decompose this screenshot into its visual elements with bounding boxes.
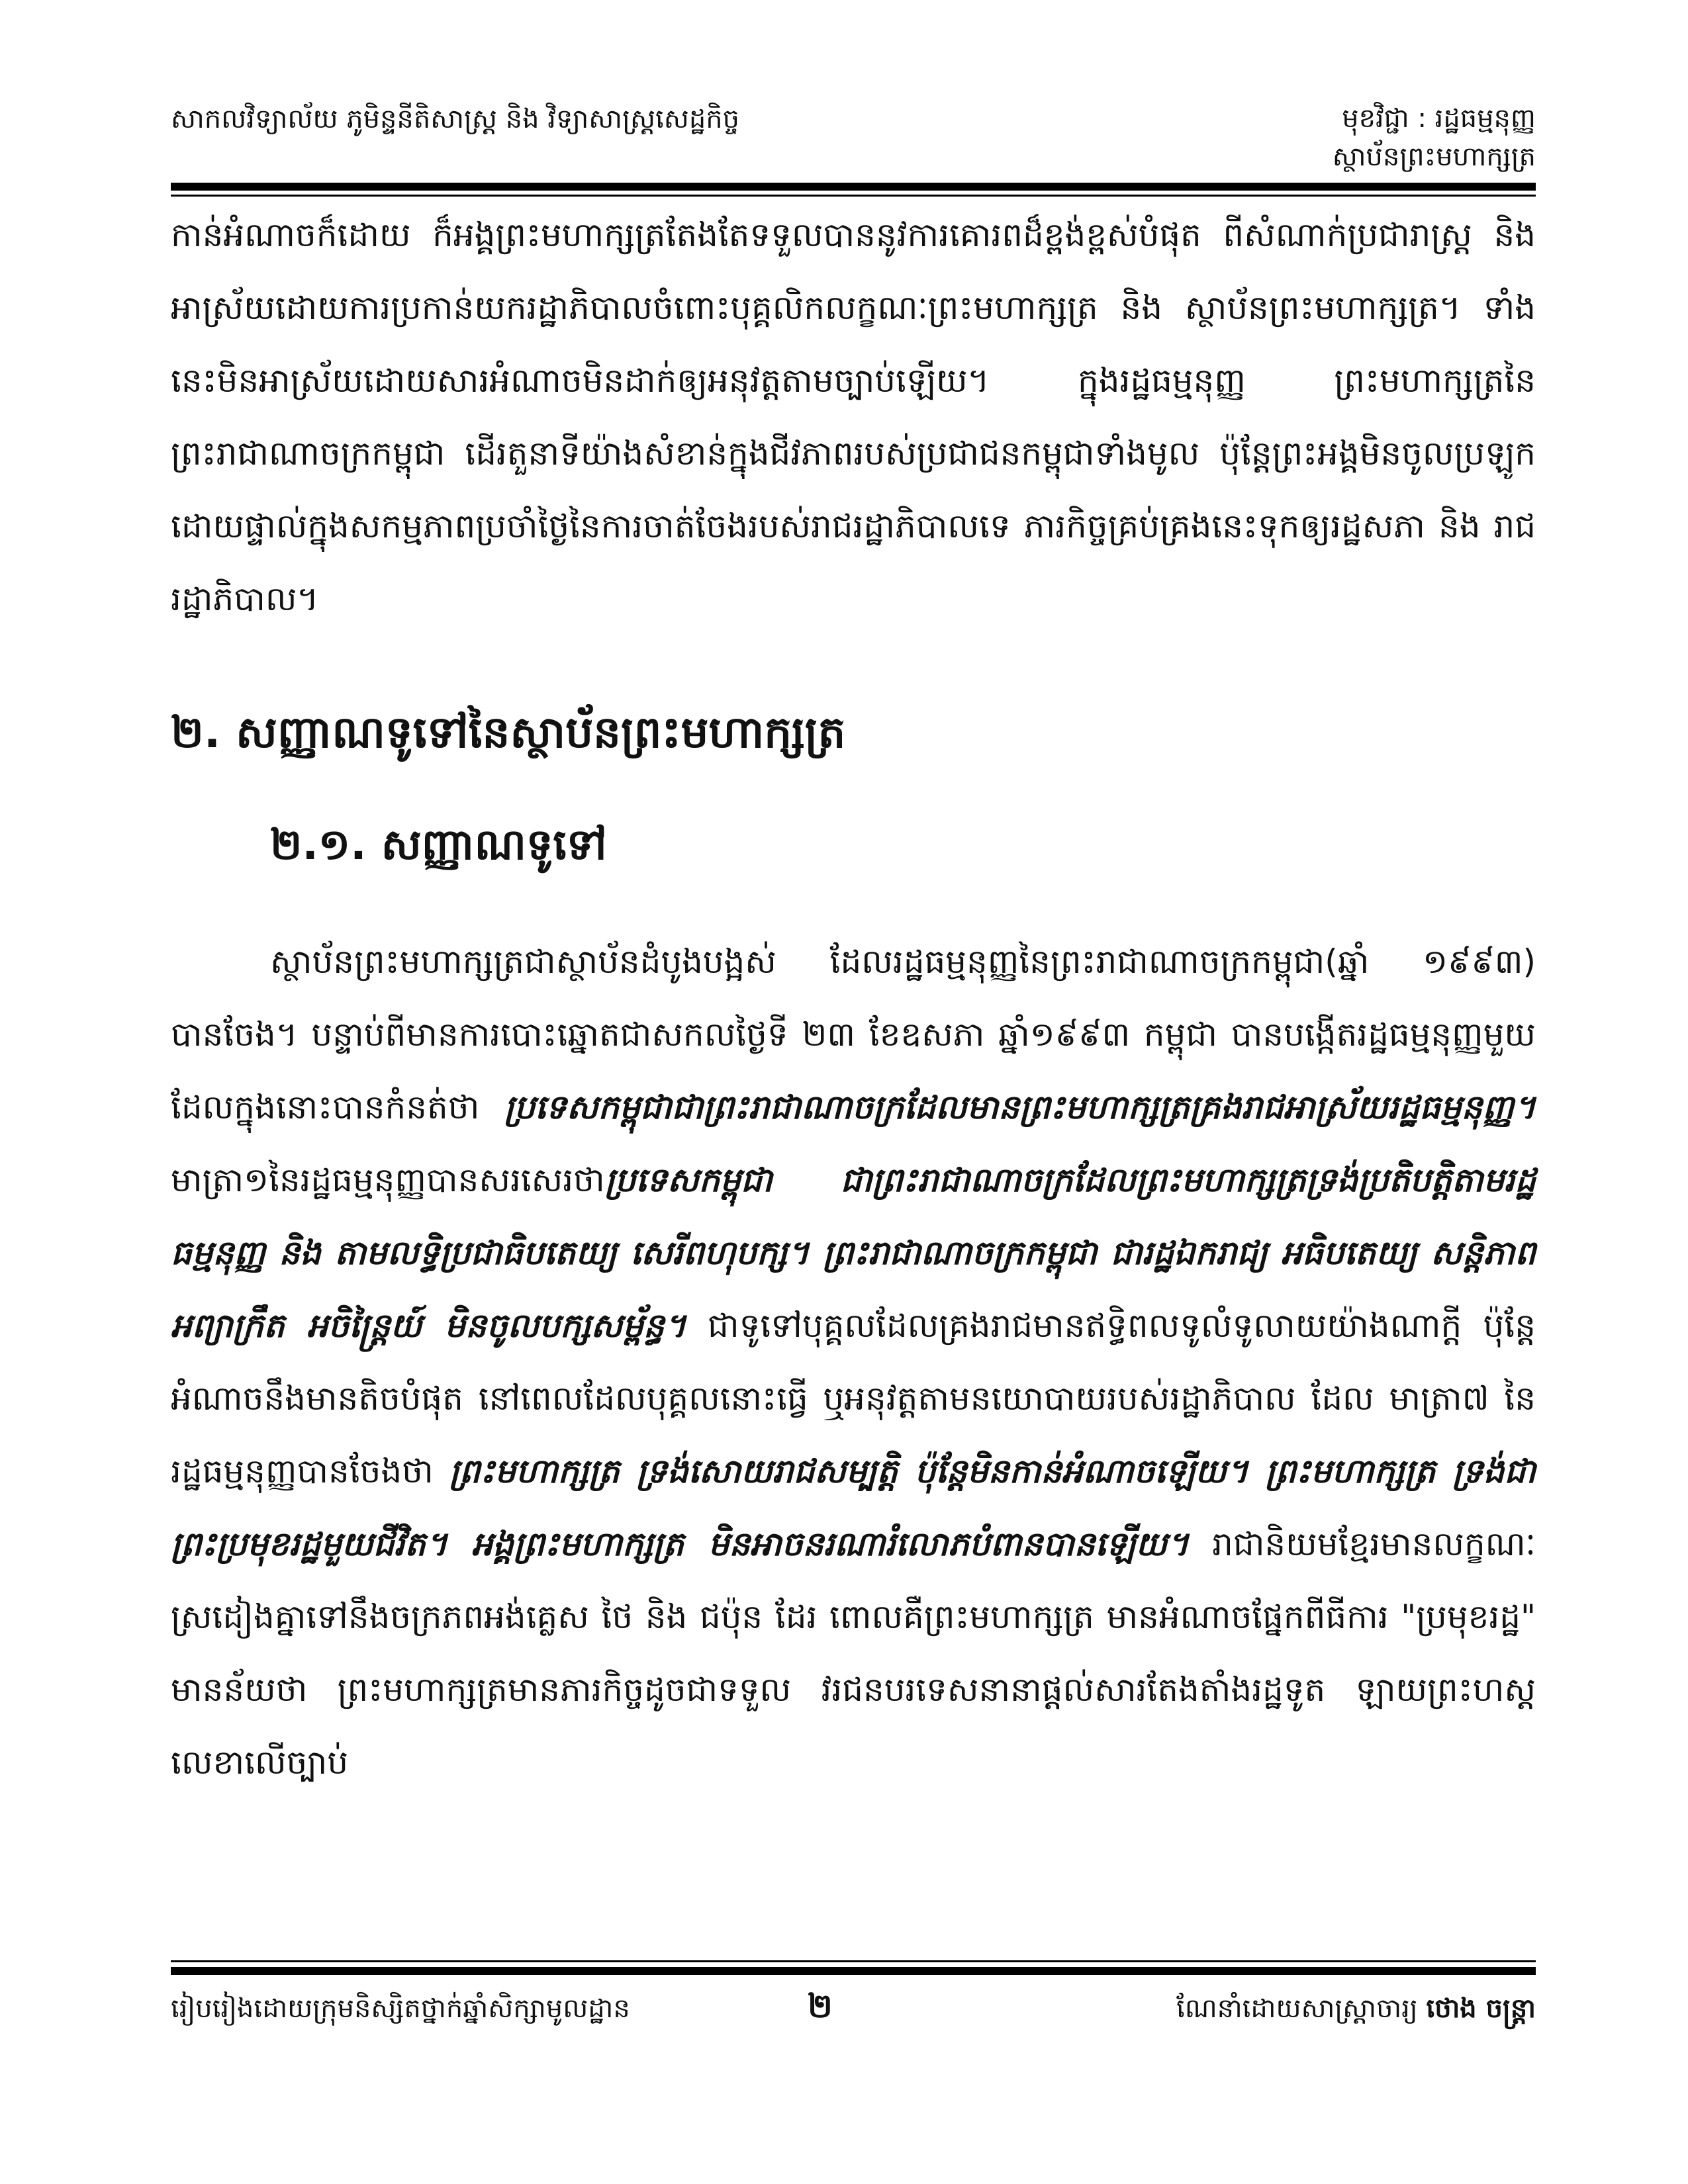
footer-advisor xyxy=(1176,1989,1536,2028)
header-rule-thin xyxy=(171,195,1536,197)
paragraph-general-concept xyxy=(171,925,1536,1799)
footer-advisor-label: ណែនាំដោយសាស្ត្រាចារ្យ xyxy=(1176,1993,1427,2024)
paragraph-text: កាន់អំណាចក៏ដោយ ក៏អង្គព្រះមហាក្សត្រតែងតែទទួលបាននូវការគោរពដ៏ខ្ពង់ខ្ពស់បំផុត ពីសំណាក់ប្រជារាស្ត្រ និង អាស្រ័យដោយការប្រកាន់យករដ្ឋាភិបាលចំពោះបុគ្គលិកលក្ខណៈព្រះមហាក្សត្រ និង ស្ថាប័នព្រះមហាក្សត្រ។ ទាំងនេះមិនអាស្រ័យដោយសារអំណាចមិនដាក់ឲ្យអនុវត្តតាមច្បាប់ឡើយ។ ក្នុងរដ្ឋធម្មនុញ្ញ ព្រះមហាក្សត្រនៃព្រះរាជាណាចក្រកម្ពុជា ដើរតួនាទីយ៉ាងសំខាន់ក្នុងជីវភាពរបស់ប្រជាជនកម្ពុជាទាំងមូល ប៉ុន្តែព្រះអង្គមិនចូលប្រឡូកដោយផ្ទាល់ក្នុងសកម្មភាពប្រចាំថ្ងៃនៃការចាត់ចែងរបស់រាជរដ្ឋាភិបាលទេ ភារកិច្ចគ្រប់គ្រងនេះទុកឲ្យរដ្ឋសភា និង រាជរដ្ឋាភិបាល។ xyxy=(171,216,1536,618)
emphasis-quote: ប្រទេសកម្ពុជា ជាព្រះរាជាណាចក្រដែលព្រះមហាក្សត្រទ្រង់ប្រតិបត្តិតាមរដ្ឋធម្មនុញ្ញ និង តាមលទ្ធិប្រជាធិបតេយ្យ សេរីពហុបក្ស។ ព្រះរាជាណាចក្រកម្ពុជា ជារដ្ឋឯករាជ្យ អធិបតេយ្យ សន្តិភាព អព្យាក្រឹត អចិន្ត្រៃយ៍ មិនចូលបក្សសម្ព័ន្ធ។ xyxy=(171,1161,1536,1345)
text-run: ជាទូទៅបុគ្គលដែលគ្រងរាជមានឥទ្ធិពលទូលំទូលាយយ៉ាងណាក្តី ប៉ុន្តែអំណាចនឹងមានតិចបំផុត នៅពេលដែលបុគ្គលនោះធ្វើ ឬអនុវត្តតាមនយោបាយរបស់រដ្ឋាភិបាល ដែល មាត្រា៧ នៃរដ្ឋធម្មនុញ្ញបានចែងថា xyxy=(171,1306,1536,1490)
footer-advisor-name: ថោង ចន្ត្រា xyxy=(1426,1993,1536,2024)
header-chapter-line: ស្ថាប័នព្រះមហាក្សត្រ xyxy=(1332,142,1536,172)
paragraph-text xyxy=(171,925,1536,1799)
text-run: ស្ថាប័នព្រះមហាក្សត្រជាស្ថាប័នដំបូងបង្អស់ ដែលរដ្ឋធម្មនុញ្ញនៃព្រះរាជាណាចក្រកម្ពុជា(ឆ្នាំ ១៩៩៣) បានចែង។ បន្ទាប់ពីមានការបោះឆ្នោតជាសកលថ្ងៃទី ២៣ ខែឧសភា ឆ្នាំ១៩៩៣ កម្ពុជា បានបង្កើតរដ្ឋធម្មនុញ្ញមួយដែលក្នុងនោះបានកំនត់ថា xyxy=(171,942,1536,1126)
emphasis-quote: ប្រទេសកម្ពុជាជាព្រះរាជាណាចក្រដែលមានព្រះមហាក្សត្រគ្រងរាជអាស្រ័យរដ្ឋធម្មនុញ្ញ។ xyxy=(504,1088,1536,1126)
section-heading: ២. សញ្ញាណទូទៅនៃស្ថាប័នព្រះមហាក្សត្រ xyxy=(171,707,846,758)
footer-author: រៀបរៀងដោយក្រុមនិស្សិតថ្នាក់ឆ្នាំសិក្សាមូលដ្ឋាន xyxy=(171,1993,630,2024)
footer-rule-thin xyxy=(171,1960,1536,1962)
emphasis-quote: ព្រះមហាក្សត្រ ទ្រង់សោយរាជសម្បត្តិ ប៉ុន្តែមិនកាន់អំណាចឡើយ។ ព្រះមហាក្សត្រ ទ្រង់ជាព្រះប្រមុខរដ្ឋមួយជីវិត។ អង្គព្រះមហាក្សត្រ មិនអាចនរណារំលោភបំពានបានឡើយ។ xyxy=(171,1452,1536,1563)
paragraph-continued xyxy=(171,199,1536,635)
header-rule-thick xyxy=(171,183,1536,191)
header-university: សាកលវិទ្យាល័យ ភូមិន្ទនីតិសាស្ត្រ និង វិទ្យាសាស្ត្រសេដ្ឋកិច្ច xyxy=(171,104,740,134)
footer-rule-thick xyxy=(171,1967,1536,1975)
text-run: មាត្រា១នៃរដ្ឋធម្មនុញ្ញបានសរសេរថា xyxy=(171,1161,605,1199)
text-run: រាជានិយមខ្មែរមានលក្ខណៈស្រដៀងគ្នាទៅនឹងចក្រភពអង់គ្លេស ថៃ និង ជប៉ុន ដែរ ពោលគឺព្រះមហាក្សត្រ មានអំណាចផ្នែកពីធីការ "ប្រមុខរដ្ឋ" មានន័យថា ព្រះមហាក្សត្រមានភារកិច្ចដូចជាទទួល វរជនបរទេសនានាផ្តល់សារតែងតាំងរដ្ឋទូត ឡាយព្រះហស្តលេខាលើច្បាប់ xyxy=(171,1525,1536,1782)
subsection-heading: ២.១. សញ្ញាណទូទៅ xyxy=(270,821,607,870)
header-subject-line: មុខវិជ្ជា : រដ្ឋធម្មនុញ្ញ xyxy=(1342,103,1536,134)
page-number: ២ xyxy=(808,1987,833,2025)
header-subject xyxy=(1333,99,1536,176)
